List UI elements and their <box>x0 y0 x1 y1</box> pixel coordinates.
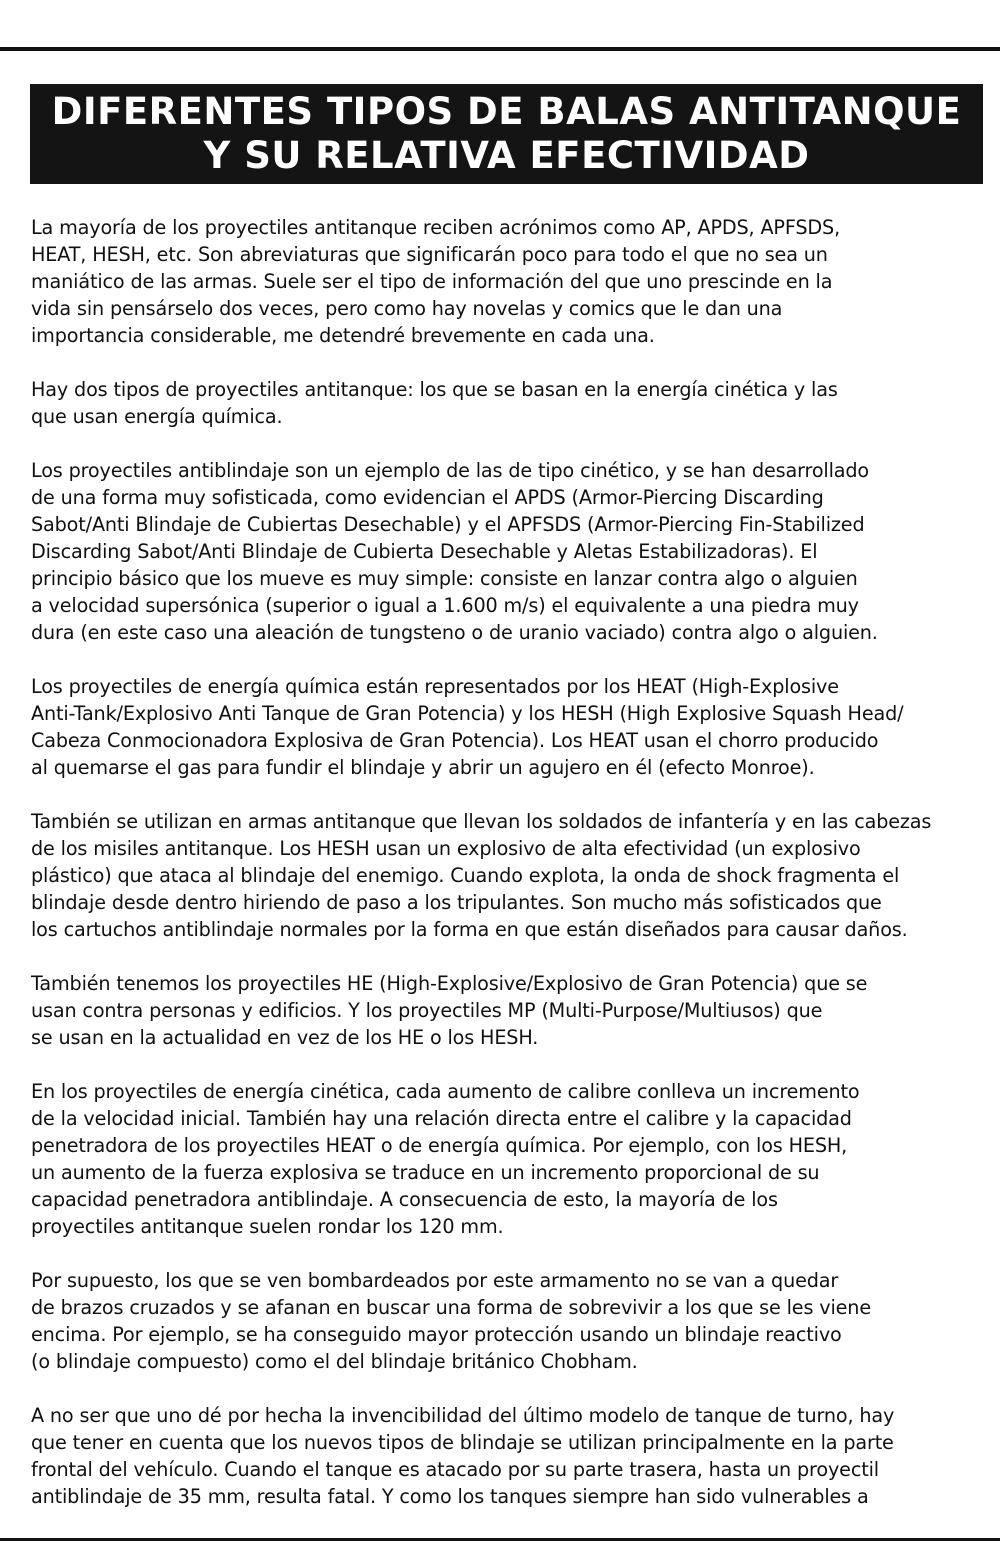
paragraph <box>31 457 986 646</box>
paragraph-line: También se utilizan en armas antitanque que llevan los soldados de infantería y en las cabezas <box>31 810 932 833</box>
paragraph-line: de los misiles antitanque. Los HESH usan un explosivo de alta efectividad (un explosivo <box>31 837 861 860</box>
paragraph-line: (o blindaje compuesto) como el del blindaje británico Chobham. <box>31 1350 638 1373</box>
paragraph-line: que usan energía química. <box>31 405 283 428</box>
paragraph-line: encima. Por ejemplo, se ha conseguido mayor protección usando un blindaje reactivo <box>31 1323 842 1346</box>
paragraph-line: de brazos cruzados y se afanan en buscar una forma de sobrevivir a los que se les viene <box>31 1296 871 1319</box>
paragraph-line: blindaje desde dentro hiriendo de paso a los tripulantes. Son mucho más sofisticados que <box>31 891 882 914</box>
paragraph-line: frontal del vehículo. Cuando el tanque es atacado por su parte trasera, hasta un proyectil <box>31 1458 879 1481</box>
paragraph-line: proyectiles antitanque suelen rondar los 120 mm. <box>31 1215 504 1238</box>
paragraph-line: Cabeza Conmocionadora Explosiva de Gran Potencia). Los HEAT usan el chorro producido <box>31 729 879 752</box>
paragraph-line: En los proyectiles de energía cinética, cada aumento de calibre conlleva un incremento <box>31 1080 860 1103</box>
paragraph-line: antiblindaje de 35 mm, resulta fatal. Y como los tanques siempre han sido vulnerables a <box>31 1485 869 1508</box>
paragraph-line: vida sin pensárselo dos veces, pero como hay novelas y comics que le dan una <box>31 297 783 320</box>
paragraph-line: plástico) que ataca al blindaje del enemigo. Cuando explota, la onda de shock fragmenta el <box>31 864 900 887</box>
paragraph-line: Discarding Sabot/Anti Blindaje de Cubierta Desechable y Aletas Estabilizadoras). El <box>31 540 818 563</box>
paragraph <box>31 673 986 781</box>
article-body <box>31 214 986 1537</box>
paragraph-line: Por supuesto, los que se ven bombardeados por este armamento no se van a quedar <box>31 1269 839 1292</box>
paragraph-line: a velocidad supersónica (superior o igual a 1.600 m/s) el equivalente a una piedra muy <box>31 594 859 617</box>
paragraph <box>31 808 986 943</box>
paragraph-line: se usan en la actualidad en vez de los HE o los HESH. <box>31 1026 539 1049</box>
paragraph-line: HEAT, HESH, etc. Son abreviaturas que significarán poco para todo el que no sea un <box>31 243 828 266</box>
paragraph-line: Los proyectiles de energía química están representados por los HEAT (High-Explosive <box>31 675 839 698</box>
paragraph-line: Los proyectiles antiblindaje son un ejemplo de las de tipo cinético, y se han desarrollado <box>31 459 869 482</box>
title-banner <box>30 84 983 184</box>
paragraph-line: principio básico que los mueve es muy simple: consiste en lanzar contra algo o alguien <box>31 567 858 590</box>
paragraph <box>31 1078 986 1240</box>
paragraph-line: maniático de las armas. Suele ser el tipo de información del que uno prescinde en la <box>31 270 833 293</box>
title-line-2: Y SU RELATIVA EFECTIVIDAD <box>203 134 810 177</box>
paragraph-line: Sabot/Anti Blindaje de Cubiertas Desechable) y el APFSDS (Armor-Piercing Fin-Stabilized <box>31 513 865 536</box>
paragraph <box>31 1267 986 1375</box>
paragraph-line: También tenemos los proyectiles HE (High-Explosive/Explosivo de Gran Potencia) que se <box>31 972 868 995</box>
paragraph <box>31 970 986 1051</box>
paragraph-line: usan contra personas y edificios. Y los proyectiles MP (Multi-Purpose/Multiusos) que <box>31 999 823 1022</box>
paragraph-line: Anti-Tank/Explosivo Anti Tanque de Gran Potencia) y los HESH (High Explosive Squash Head/ <box>31 702 904 725</box>
paragraph-line: de la velocidad inicial. También hay una relación directa entre el calibre y la capacidad <box>31 1107 852 1130</box>
paragraph-line: penetradora de los proyectiles HEAT o de energía química. Por ejemplo, con los HESH, <box>31 1134 848 1157</box>
paragraph <box>31 1402 986 1510</box>
paragraph-line: de una forma muy sofisticada, como evidencian el APDS (Armor-Piercing Discarding <box>31 486 824 509</box>
paragraph-line: al quemarse el gas para fundir el blindaje y abrir un agujero en él (efecto Monroe). <box>31 756 815 779</box>
paragraph-line: un aumento de la fuerza explosiva se traduce en un incremento proporcional de su <box>31 1161 820 1184</box>
paragraph <box>31 214 986 349</box>
paragraph-line: dura (en este caso una aleación de tungsteno o de uranio vaciado) contra algo o alguien. <box>31 621 878 644</box>
paragraph-line: capacidad penetradora antiblindaje. A consecuencia de esto, la mayoría de los <box>31 1188 778 1211</box>
top-rule <box>0 47 1000 51</box>
paragraph-line: La mayoría de los proyectiles antitanque reciben acrónimos como AP, APDS, APFSDS, <box>31 216 841 239</box>
paragraph-line: importancia considerable, me detendré brevemente en cada una. <box>31 324 655 347</box>
paragraph-line: Hay dos tipos de proyectiles antitanque: los que se basan en la energía cinética y las <box>31 378 838 401</box>
title-line-1: DIFERENTES TIPOS DE BALAS ANTITANQUE <box>51 90 962 133</box>
paragraph-line: los cartuchos antiblindaje normales por la forma en que están diseñados para causar daños. <box>31 918 908 941</box>
bottom-rule <box>0 1538 1000 1541</box>
paragraph <box>31 376 986 430</box>
paragraph-line: A no ser que uno dé por hecha la invencibilidad del último modelo de tanque de turno, hay <box>31 1404 895 1427</box>
paragraph-line: que tener en cuenta que los nuevos tipos de blindaje se utilizan principalmente en la parte <box>31 1431 894 1454</box>
